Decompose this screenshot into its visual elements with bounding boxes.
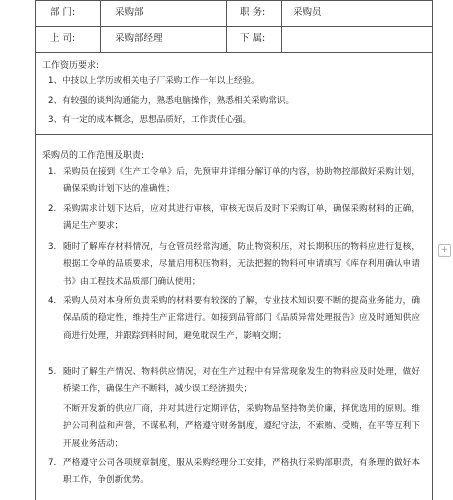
table-rule [36, 52, 432, 53]
table-rule [281, 0, 282, 52]
duty-number: 4. [48, 296, 57, 306]
department-value: 采购部 [115, 7, 144, 18]
duty-item [48, 364, 420, 399]
requirements-title: 工作资历要求: [42, 61, 100, 71]
duty-item [48, 455, 420, 490]
duty-text: 采购员在接到《生产工令单》后，先预审并详细分解订单的内容，协助物控部做好采购计划，确保采购计划下达的准确性； [63, 167, 420, 195]
duty-item [48, 293, 420, 345]
duty-item [48, 164, 420, 199]
duty-number: 2. [48, 204, 57, 214]
requirement-item [48, 114, 251, 126]
department-label: 部 门: [50, 7, 76, 18]
superior-label: 上 司: [50, 33, 76, 44]
requirement-text: 中技以上学历或相关电子厂采购工作一年以上经验。 [62, 76, 260, 86]
subordinate-label: 下 属: [240, 33, 266, 44]
table-rule [226, 0, 227, 52]
duty-item [48, 401, 420, 453]
duty-number: 3. [48, 242, 57, 252]
table-rule [100, 0, 101, 52]
table-rule [36, 134, 432, 135]
duty-text: 随时了解库存材料情况，与仓管员经常沟通，防止物资积压，对长期积压的物料应进行复核，根据工令单的品质要求，尽量启用积压物料，无法把握的物料可申请填写《库存利用确认申请书》由工程技术品质部门确认使用； [63, 242, 420, 287]
table-rule [36, 0, 432, 1]
duty-number: 7. [48, 458, 57, 468]
duty-text: 采购需求计划下达后，应对其进行审核，审核无误后及时下采购订单，确保采购材料的正确，满足生产要求； [63, 204, 420, 232]
duty-text: 采购人员对本身所负责采购的材料要有较深的了解，专业技术知识要不断的提高业务能力，确保品质的稳定性，维持生产正常进行。如接到品管部门《品质异常处理报告》应及时通知供应商进行处理，并跟踪到料时间，避免耽误生产，影响交期； [63, 296, 420, 341]
requirement-item [48, 95, 294, 107]
position-value: 采购员 [293, 7, 322, 18]
duty-number: 5. [48, 367, 57, 377]
duties-title: 采购员的工作范围及职责: [42, 151, 145, 161]
requirement-number: 2、 [48, 96, 63, 106]
expand-icon[interactable]: + [438, 244, 451, 257]
requirement-text: 有较强的谈判沟通能力，熟悉电脑操作，熟悉相关采购常识。 [62, 96, 295, 106]
superior-value: 采购部经理 [115, 33, 163, 44]
duty-number: 1. [48, 167, 57, 177]
duty-item [48, 201, 420, 236]
requirement-item [48, 75, 260, 87]
requirement-number: 1、 [48, 76, 63, 86]
position-label: 职 务: [240, 7, 266, 18]
table-rule [36, 26, 432, 27]
duty-text: 不断开发新的供应厂商，并对其进行定期评估，采购物品坚持物美价廉，择优选用的原则。维护公司利益和声誉，不谋私利，严格遵守财务制度，遵纪守法，不索贿、受贿，在平等互利下开展业务活动； [63, 404, 420, 449]
duty-item [48, 239, 420, 291]
duty-text: 随时了解生产情况、物料供应情况，对在生产过程中有异常现象发生的物料应及时处理，做好桥梁工作，确保生产不断料，减少误工经济损失； [63, 367, 420, 395]
requirement-number: 3、 [48, 115, 63, 125]
duty-text: 严格遵守公司各项规章制度，服从采购经理分工安排，严格执行采购部职责，有条理的做好本职工作，争创新优势。 [63, 458, 420, 486]
job-description-table [35, 0, 433, 500]
requirement-text: 有一定的成本概念，思想品质好，工作责任心强。 [62, 115, 252, 125]
